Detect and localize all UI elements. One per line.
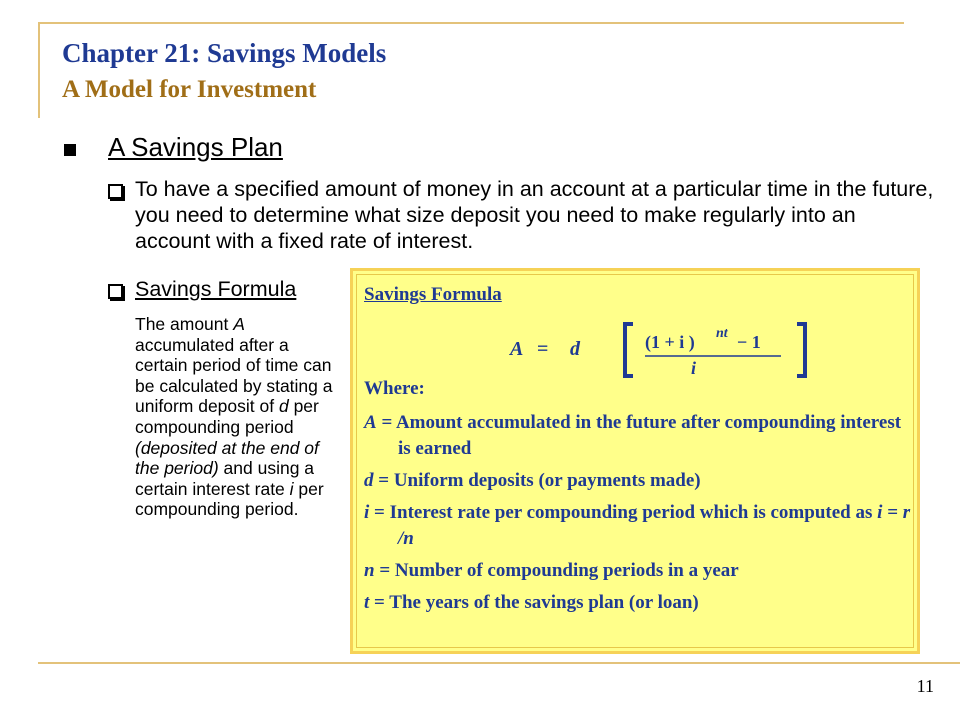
- formula-lhs: A: [510, 338, 524, 360]
- definition-text: = Number of compounding periods in a year: [379, 560, 739, 581]
- definition-extra: i = r /n: [398, 502, 911, 549]
- definition-symbol: d: [364, 470, 374, 491]
- formula-coefficient: d: [570, 338, 580, 360]
- formula-numerator: (1 + i ): [645, 332, 695, 352]
- formula-minus-one: − 1: [737, 332, 761, 352]
- definitions-list: [364, 410, 914, 622]
- formula-description: [135, 314, 340, 520]
- definition-item: [364, 410, 914, 462]
- checkbox-bullet-icon: [108, 284, 123, 299]
- formula-exponent: nt: [716, 326, 728, 341]
- formula-equals: =: [537, 338, 549, 360]
- desc-text: per compounding period.: [135, 478, 324, 520]
- where-label: Where:: [364, 378, 425, 399]
- definition-item: [364, 590, 914, 616]
- definition-text: = Uniform deposits (or payments made): [378, 470, 701, 491]
- desc-var-d: d: [278, 396, 289, 417]
- definition-symbol: i: [364, 502, 370, 523]
- definition-symbol: n: [364, 560, 375, 581]
- desc-text: per compounding period: [135, 396, 319, 437]
- desc-var-i: i: [289, 478, 294, 499]
- desc-deposit-note: (deposited at the end of the period): [135, 437, 319, 479]
- desc-text: and using a certain interest rate: [135, 458, 315, 499]
- formula-label: Savings Formula: [135, 277, 297, 301]
- slide-title: Chapter 21: Savings Models: [62, 38, 387, 68]
- desc-text: accumulated after a certain period of time can be calculated by stating a uniform deposit of: [135, 334, 333, 417]
- definition-text: = The years of the savings plan (or loan): [374, 592, 699, 613]
- slide-subtitle: A Model for Investment: [62, 76, 317, 103]
- definition-symbol: t: [364, 592, 370, 613]
- section-heading: A Savings Plan: [108, 132, 283, 162]
- square-bullet-icon: [64, 144, 76, 156]
- definition-symbol: A: [364, 412, 377, 433]
- intro-paragraph: To have a specified amount of money in an account at a particular time in the future, you need to determine what size deposit you need to make regularly into an account with a fixed rate of interest.: [135, 177, 934, 253]
- page-number: 11: [916, 676, 934, 696]
- definition-text: = Interest rate per compounding period which is computed as: [374, 502, 878, 523]
- definition-text: = Amount accumulated in the future after compounding interest is earned: [381, 412, 902, 459]
- box-title: Savings Formula: [364, 284, 502, 305]
- top-rule: [38, 22, 904, 24]
- left-bracket-icon: [625, 324, 633, 376]
- desc-var-A: A: [233, 314, 245, 334]
- savings-formula: [505, 318, 825, 384]
- right-bracket-icon: [797, 324, 805, 376]
- definition-item: [364, 468, 914, 494]
- definition-item: [364, 500, 914, 552]
- bottom-rule: [38, 662, 960, 664]
- formula-denominator: i: [691, 358, 697, 378]
- checkbox-bullet-icon: [108, 184, 123, 199]
- left-rule: [38, 22, 40, 118]
- definition-item: [364, 558, 914, 584]
- desc-text: The amount: [135, 314, 234, 334]
